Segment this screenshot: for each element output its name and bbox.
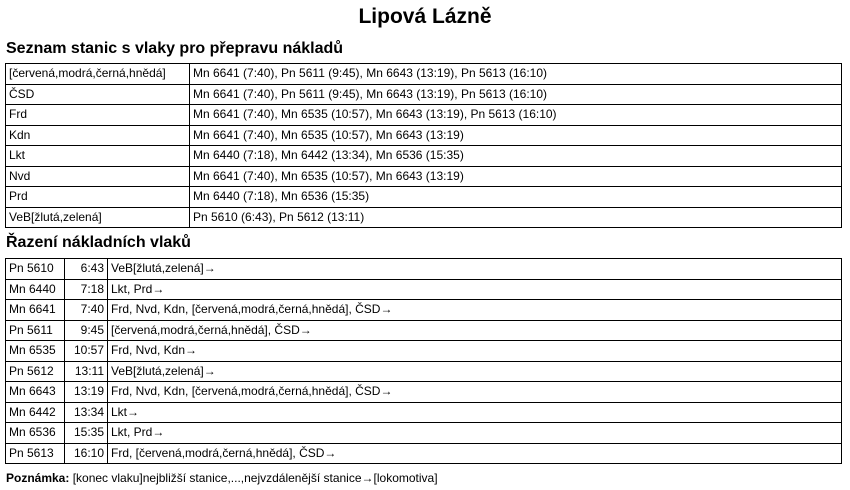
train-time: 9:45 [65,320,108,341]
station-row [6,64,842,85]
train-row [6,423,842,444]
train-row [6,279,842,300]
train-row [6,300,842,321]
train-row [6,341,842,362]
train-row [6,382,842,403]
train-row [6,402,842,423]
train-time: 13:19 [65,382,108,403]
station-row [6,84,842,105]
station-row [6,207,842,228]
train-id: Pn 5613 [6,443,65,464]
station-row [6,125,842,146]
station-trains: Mn 6641 (7:40), Pn 5611 (9:45), Mn 6643 (13:19), Pn 5613 (16:10) [190,64,842,85]
train-route: Frd, [červená,modrá,černá,hnědá], ČSD→ [108,443,842,464]
station-trains: Mn 6440 (7:18), Mn 6536 (15:35) [190,187,842,208]
train-route: Frd, Nvd, Kdn→ [108,341,842,362]
station-name: Frd [6,105,190,126]
train-time: 7:40 [65,300,108,321]
station-trains: Mn 6440 (7:18), Mn 6442 (13:34), Mn 6536 (15:35) [190,146,842,167]
train-route: Lkt, Prd→ [108,423,842,444]
station-name: VeB[žlutá,zelená] [6,207,190,228]
train-row [6,361,842,382]
train-time: 13:34 [65,402,108,423]
train-id: Mn 6641 [6,300,65,321]
note-label: Poznámka: [6,471,70,485]
train-id: Pn 5612 [6,361,65,382]
station-row [6,166,842,187]
train-route: VeB[žlutá,zelená]→ [108,361,842,382]
train-order-table [5,258,842,464]
train-time: 13:11 [65,361,108,382]
train-time: 6:43 [65,259,108,280]
stations-table [5,63,842,228]
station-trains: Mn 6641 (7:40), Mn 6535 (10:57), Mn 6643 (13:19) [190,166,842,187]
train-route: [červená,modrá,černá,hnědá], ČSD→ [108,320,842,341]
train-row [6,320,842,341]
station-trains: Pn 5610 (6:43), Pn 5612 (13:11) [190,207,842,228]
station-trains: Mn 6641 (7:40), Mn 6535 (10:57), Mn 6643 (13:19), Pn 5613 (16:10) [190,105,842,126]
train-route: Frd, Nvd, Kdn, [červená,modrá,černá,hnědá], ČSD→ [108,300,842,321]
train-time: 10:57 [65,341,108,362]
train-id: Mn 6643 [6,382,65,403]
station-trains: Mn 6641 (7:40), Pn 5611 (9:45), Mn 6643 (13:19), Pn 5613 (16:10) [190,84,842,105]
station-name: Kdn [6,125,190,146]
train-time: 15:35 [65,423,108,444]
station-trains: Mn 6641 (7:40), Mn 6535 (10:57), Mn 6643 (13:19) [190,125,842,146]
station-row [6,187,842,208]
train-row [6,443,842,464]
station-name: Lkt [6,146,190,167]
train-route: Lkt→ [108,402,842,423]
train-route: Lkt, Prd→ [108,279,842,300]
train-route: Frd, Nvd, Kdn, [červená,modrá,černá,hnědá], ČSD→ [108,382,842,403]
train-route: VeB[žlutá,zelená]→ [108,259,842,280]
note [6,471,438,485]
station-row [6,146,842,167]
station-name: Nvd [6,166,190,187]
train-order-heading: Řazení nákladních vlaků [6,234,191,251]
train-time: 7:18 [65,279,108,300]
station-row [6,105,842,126]
stations-heading: Seznam stanic s vlaky pro přepravu nákladů [6,40,344,57]
train-id: Mn 6536 [6,423,65,444]
train-row [6,259,842,280]
train-id: Pn 5610 [6,259,65,280]
station-name: [červená,modrá,černá,hnědá] [6,64,190,85]
train-id: Mn 6440 [6,279,65,300]
note-text: [konec vlaku]nejbližší stanice,...,nejvzdálenější stanice→[lokomotiva] [69,471,438,485]
station-name: Prd [6,187,190,208]
station-name: ČSD [6,84,190,105]
train-id: Mn 6535 [6,341,65,362]
page-title: Lipová Lázně [358,5,492,28]
train-id: Mn 6442 [6,402,65,423]
train-time: 16:10 [65,443,108,464]
train-id: Pn 5611 [6,320,65,341]
